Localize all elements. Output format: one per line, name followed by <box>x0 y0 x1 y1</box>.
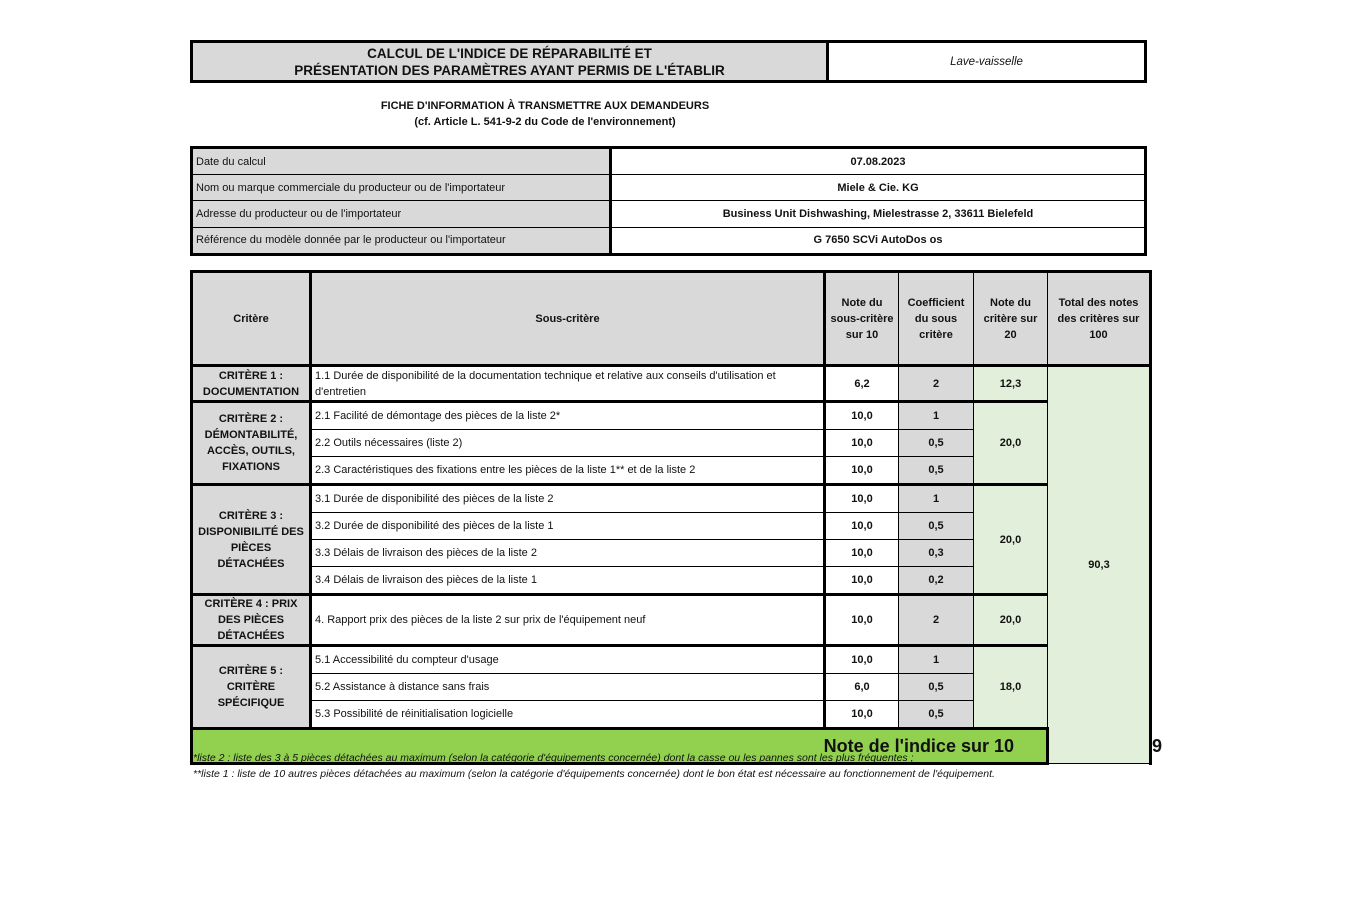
sub-criterion-label: 5.3 Possibilité de réinitialisation logicielle <box>311 701 825 729</box>
info-row-address <box>192 201 1146 227</box>
info-label: Référence du modèle donnée par le producteur ou l'importateur <box>192 227 611 254</box>
info-table <box>190 146 1147 256</box>
sub-criterion-label: 5.2 Assistance à distance sans frais <box>311 674 825 701</box>
criterion-name: CRITÈRE 5 : CRITÈRE SPÉCIFIQUE <box>192 646 311 729</box>
info-row-brand <box>192 175 1146 201</box>
info-value: Miele & Cie. KG <box>611 175 1146 201</box>
header-box <box>190 40 1147 83</box>
sub-criterion-label: 2.3 Caractéristiques des fixations entre les pièces de la liste 1** et de la liste 2 <box>311 457 825 485</box>
header-critere: Critère <box>192 272 311 366</box>
sub-criterion-label: 2.2 Outils nécessaires (liste 2) <box>311 430 825 457</box>
info-value: Business Unit Dishwashing, Mielestrasse 2, 33611 Bielefeld <box>611 201 1146 227</box>
header-total: Total des notes des critères sur 100 <box>1048 272 1151 366</box>
document-title <box>193 43 829 80</box>
fiche-line-2: (cf. Article L. 541-9-2 du Code de l'environnement) <box>414 116 676 128</box>
header-coefficient: Coefficient du sous critère <box>899 272 974 366</box>
product-category: Lave-vaisselle <box>950 55 1023 68</box>
sub-criterion-note: 10,0 <box>825 595 899 646</box>
info-value: 07.08.2023 <box>611 148 1146 175</box>
info-row-model <box>192 227 1146 254</box>
table-row <box>192 646 1151 674</box>
total-score: 90,3 <box>1048 366 1151 764</box>
sub-criterion-note: 10,0 <box>825 567 899 595</box>
title-line-1: CALCUL DE L'INDICE DE RÉPARABILITÉ ET <box>367 45 652 61</box>
table-row <box>192 402 1151 430</box>
criterion-score: 12,3 <box>974 366 1048 402</box>
sub-criterion-coef: 1 <box>899 402 974 430</box>
table-header-row <box>192 272 1151 366</box>
sub-criterion-note: 6,0 <box>825 674 899 701</box>
footnote-liste-1: **liste 1 : liste de 10 autres pièces détachées au maximum (selon la catégorie d'équipements concernée) dont le bon état est nécessaire au fonctionnement de l'équipement. <box>193 768 995 780</box>
sub-criterion-label: 4. Rapport prix des pièces de la liste 2 sur prix de l'équipement neuf <box>311 595 825 646</box>
sub-criterion-note: 10,0 <box>825 540 899 567</box>
table-row <box>192 485 1151 513</box>
sub-criterion-coef: 0,5 <box>899 457 974 485</box>
sub-criterion-note: 6,2 <box>825 366 899 402</box>
criterion-name: CRITÈRE 2 : DÉMONTABILITÉ, ACCÈS, OUTILS, FIXATIONS <box>192 402 311 485</box>
sub-criterion-label: 5.1 Accessibilité du compteur d'usage <box>311 646 825 674</box>
sub-criterion-label: 1.1 Durée de disponibilité de la documentation technique et relative aux conseils d'utilisation et d'entretien <box>311 366 825 402</box>
sub-criterion-coef: 0,5 <box>899 701 974 729</box>
criterion-score: 18,0 <box>974 646 1048 729</box>
info-row-date <box>192 148 1146 175</box>
header-note-critere: Note du critère sur 20 <box>974 272 1048 366</box>
sub-criterion-label: 3.1 Durée de disponibilité des pièces de la liste 2 <box>311 485 825 513</box>
fiche-information <box>330 98 760 130</box>
sub-criterion-note: 10,0 <box>825 402 899 430</box>
sub-criterion-coef: 0,5 <box>899 674 974 701</box>
sub-criterion-coef: 0,5 <box>899 513 974 540</box>
sub-criterion-coef: 2 <box>899 595 974 646</box>
sub-criterion-label: 3.3 Délais de livraison des pièces de la liste 2 <box>311 540 825 567</box>
info-label: Date du calcul <box>192 148 611 175</box>
sub-criterion-label: 2.1 Facilité de démontage des pièces de la liste 2* <box>311 402 825 430</box>
header-note-sous-critere: Note du sous-critère sur 10 <box>825 272 899 366</box>
sub-criterion-note: 10,0 <box>825 430 899 457</box>
sub-criterion-label: 3.4 Délais de livraison des pièces de la liste 1 <box>311 567 825 595</box>
score-table <box>190 270 1163 765</box>
sub-criterion-coef: 1 <box>899 646 974 674</box>
info-label: Adresse du producteur ou de l'importateur <box>192 201 611 227</box>
sub-criterion-coef: 0,2 <box>899 567 974 595</box>
table-row <box>192 366 1151 402</box>
criterion-name: CRITÈRE 4 : PRIX DES PIÈCES DÉTACHÉES <box>192 595 311 646</box>
criterion-score: 20,0 <box>974 485 1048 595</box>
sub-criterion-note: 10,0 <box>825 646 899 674</box>
sub-criterion-coef: 2 <box>899 366 974 402</box>
final-score-label: Note de l'indice sur 10 <box>192 729 1048 764</box>
info-label: Nom ou marque commerciale du producteur ou de l'importateur <box>192 175 611 201</box>
criterion-name: CRITÈRE 1 : DOCUMENTATION <box>192 366 311 402</box>
table-row <box>192 595 1151 646</box>
header-sous-critere: Sous-critère <box>311 272 825 366</box>
sub-criterion-label: 3.2 Durée de disponibilité des pièces de la liste 1 <box>311 513 825 540</box>
sub-criterion-coef: 0,5 <box>899 430 974 457</box>
criterion-score: 20,0 <box>974 402 1048 485</box>
info-value: G 7650 SCVi AutoDos os <box>611 227 1146 254</box>
sub-criterion-note: 10,0 <box>825 457 899 485</box>
fiche-line-1: FICHE D'INFORMATION À TRANSMETTRE AUX DEMANDEURS <box>380 100 710 112</box>
title-line-2: PRÉSENTATION DES PARAMÈTRES AYANT PERMIS DE L'ÉTABLIR <box>294 62 725 78</box>
sub-criterion-coef: 0,3 <box>899 540 974 567</box>
sub-criterion-note: 10,0 <box>825 485 899 513</box>
footnote-liste-2: *liste 2 : liste des 3 à 5 pièces détachées au maximum (selon la catégorie d'équipements concernée) dont la casse ou les pannes sont les plus fréquentes ; <box>193 752 914 764</box>
sub-criterion-note: 10,0 <box>825 513 899 540</box>
footnotes <box>193 750 995 782</box>
criterion-score: 20,0 <box>974 595 1048 646</box>
final-score-row: Note de l'indice sur 10 9 <box>192 729 1151 764</box>
sub-criterion-coef: 1 <box>899 485 974 513</box>
sub-criterion-note: 10,0 <box>825 701 899 729</box>
criterion-name: CRITÈRE 3 : DISPONIBILITÉ DES PIÈCES DÉTACHÉES <box>192 485 311 595</box>
